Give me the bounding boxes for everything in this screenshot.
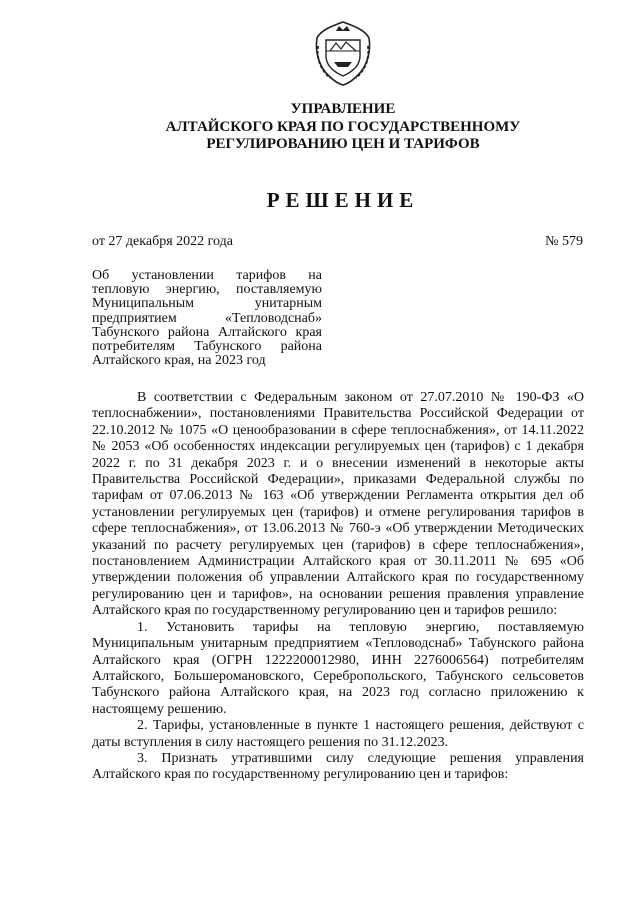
- org-line-1: УПРАВЛЕНИЕ: [290, 101, 396, 117]
- body-paragraph-item-2: 2. Тарифы, установленные в пункте 1 настоящего решения, действуют с даты вступления в силу настоящего решения по 31.12.2023.: [92, 718, 584, 750]
- org-line-3: РЕГУЛИРОВАНИЮ ЦЕН И ТАРИФОВ: [206, 136, 480, 152]
- organization-name: [0, 101, 639, 154]
- coat-of-arms-icon: [312, 20, 374, 86]
- document-date: от 27 декабря 2022 года: [92, 234, 233, 249]
- document-number: № 579: [545, 234, 583, 249]
- org-line-2: АЛТАЙСКОГО КРАЯ ПО ГОСУДАРСТВЕННОМУ: [165, 118, 521, 135]
- body-paragraph-item-1: 1. Установить тарифы на тепловую энергию, поставляемую Муниципальным унитарным предприятием «Тепловодснаб» Табунского района Алтайского края (ОГРН 1222200012980, ИНН 2276006564) потребителям Алтайского, Большеромановского, Серебропольского, Табунского сельсоветов Табунского района Алтайского края, на 2023 год согласно приложению к настоящему решению.: [92, 619, 584, 717]
- body-paragraph-preamble: В соответствии с Федеральным законом от 27.07.2010 № 190-ФЗ «О теплоснабжении», постановлениями Правительства Российской Федерации от 22.10.2012 № 1075 «О ценообразовании в сфере теплоснабжения», от 14.11.2022 № 2053 «Об особенностях индексации регулируемых цен (тарифов) с 1 декабря 2022 г. по 31 декабря 2023 г. и о внесении изменений в некоторые акты Правительства Российской Федерации», приказами Федеральной службы по тарифам от 07.06.2013 № 163 «Об утверждении Регламента открытия дел об установлении регулируемых цен (тарифов) и отмене регулирования тарифов в сфере теплоснабжения», от 13.06.2013 № 760-э «Об утверждении Методических указаний по расчету регулируемых цен (тарифов) в сфере теплоснабжения», постановлением Администрации Алтайского края от 30.11.2011 № 695 «Об утверждении положения об управлении Алтайского края по государственному регулированию цен и тарифов», на основании решения правления управление Алтайского края по государственному регулированию цен и тарифов решило:: [92, 390, 584, 619]
- document-type-title: РЕШЕНИЕ: [266, 188, 420, 212]
- document-body: [92, 390, 584, 784]
- document-subject: Об установлении тарифов на тепловую энергию, поставляемую Муниципальным унитарным предприятием «Тепловодснаб» Табунского района Алтайского края потребителям Табунского района Алтайского края, на 2023 год: [92, 268, 322, 369]
- body-paragraph-item-3: 3. Признать утратившими силу следующие решения управления Алтайского края по государственному регулированию цен и тарифов:: [92, 750, 584, 783]
